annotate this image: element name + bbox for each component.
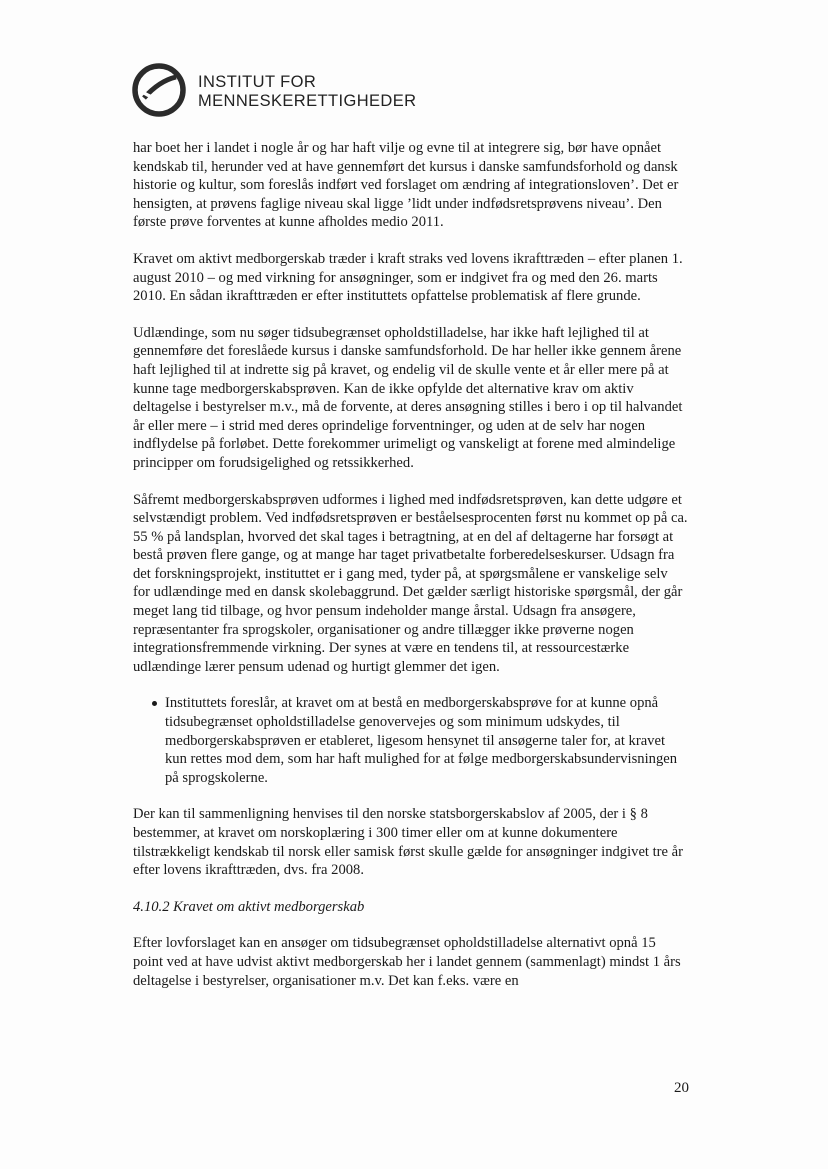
section-heading: 4.10.2 Kravet om aktivt medborgerskab [133, 898, 365, 915]
logo-line-1: INSTITUT FOR [198, 73, 317, 91]
recommendation-text: Instituttets foreslår, at kravet om at bestå en medborgerskabsprøve for at kunne opnå tidsubegrænset opholdstilladelse genovervejes og som minimum udskydes, til medborgerskabsprøven er etableret, ligesom hensynet til ansøgerne taler for, at kravet kun rettes mod dem, som har haft mulighed for at følge medborgerskabsundervisningen på sprogskolerne. [165, 695, 678, 786]
section-paragraph: Efter lovforslaget kan en ansøger om tidsubegrænset opholdstilladelse alternativt opnå 15 point ved at have udvist aktivt medborgerskab her i landet gennem (sammenlagt) mindst 1 års deltagelse i bestyrelser, organisationer m.v. Det kan f.eks. være en [133, 935, 681, 989]
recommendation-item [165, 694, 688, 787]
paragraph-1: har boet her i landet i nogle år og har haft vilje og evne til at integrere sig, bør have opnået kendskab til, herunder ved at have gennemført det kursus i danske samfundsforhold og dansk historie og kultur, som foreslås indført ved forslaget om ændring af integrationsloven’. Det er hensigten, at prøvens faglige niveau skal ligge ’lidt under indfødsretsprøvens niveau’. Den første prøve forventes at kunne afholdes medio 2011. [133, 140, 679, 231]
page-number: 20 [674, 1080, 689, 1096]
institute-logo [132, 63, 472, 119]
paragraph-3: Udlændinge, som nu søger tidsubegrænset opholdstilladelse, har ikke haft lejlighed til at gennemføre det foreslåede kursus i danske samfundsforhold. De har heller ikke gennem årene haft lejlighed til at indrette sig på kravet, og endelig vil de skulle vente et år eller mere på at kunne tage medborgerskabsprøven. Kan de ikke opfylde det alternative krav om aktiv deltagelse i bestyrelser m.v., må de forvente, at deres ansøgning stilles i bero i op til halvandet år eller mere – i strid med deres oprindelige forventninger, og uden at de selv har nogen indflydelse på forløbet. Dette forekommer urimeligt og vanskeligt at forene med almindelige principper om forudsigelighed og retssikkerhed. [133, 324, 683, 471]
bullet-icon [152, 701, 157, 706]
recommendation-list [133, 694, 688, 787]
paragraph-2: Kravet om aktivt medborgerskab træder i kraft straks ved lovens ikrafttræden – efter planen 1. august 2010 – og med virkning for ansøgninger, som er indgivet fra og med den 26. marts 2010. En sådan ikrafttræden er efter instituttets opfattelse problematisk af flere grunde. [133, 250, 683, 305]
paragraph-4: Såfremt medborgerskabsprøven udformes i lighed med indfødsretsprøven, kan dette udgøre et selvstændigt problem. Ved indfødsretsprøven er beståelsesprocenten først nu kommet op på ca. 55 % på landsplan, hvorved det skal tages i betragtning, at en del af deltagerne har forsøgt at bestå prøven flere gange, og at mange har taget privatbetalte forberedelseskurser. Udsagn fra det forskningsprojekt, instituttet er i gang med, tyder på, at spørgsmålene er vanskelige selv for udlændinge med en dansk skolebaggrund. Det gælder særligt historiske spørgsmål, der går meget lang tid tilbage, og hvor pensum indeholder mange årstal. Udsagn fra ansøgere, repræsentanter fra sprogskoler, organisationer og andre tillægger ikke prøverne nogen integrationsfremmende virkning. Der synes at være en tendens til, at ressourcestærke udlændinge lærer pensum udenad og hurtigt glemmer det igen. [133, 491, 688, 675]
logo-wordmark [198, 73, 416, 111]
logo-line-2: MENNESKERETTIGHEDER [198, 92, 417, 110]
paragraph-5: Der kan til sammenligning henvises til den norske statsborgerskabslov af 2005, der i § 8 bestemmer, at kravet om norskoplæring i 300 timer eller om at kunne dokumentere tilstrækkeligt kendskab til norsk eller samisk først skulle gælde for ansøgninger indgivet tre år efter lovens ikrafttræden, dvs. fra 2008. [133, 806, 684, 879]
body-text [133, 139, 688, 990]
institute-logo-icon [132, 63, 186, 117]
